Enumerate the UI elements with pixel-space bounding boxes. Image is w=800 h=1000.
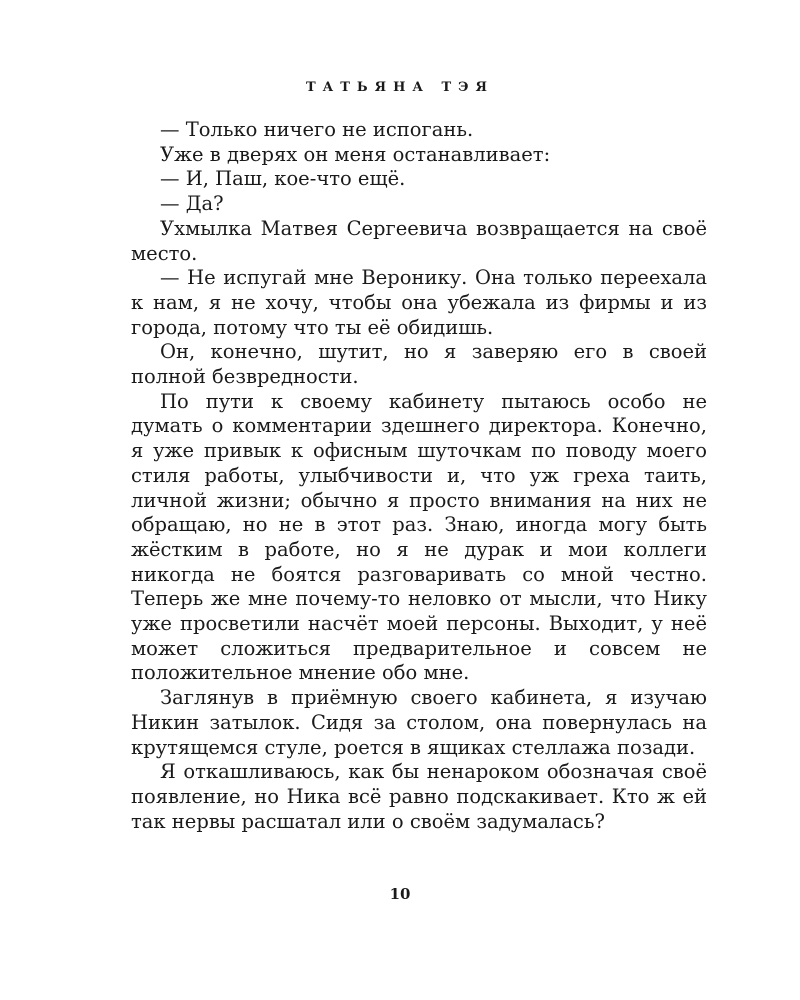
paragraph: — И, Паш, кое-что ещё. <box>160 167 406 191</box>
paragraph: Он, конечно, шутит, но я заверяю его в своей полной безвредности. <box>131 340 707 389</box>
paragraph: — Не испугай мне Веронику. Она только переехала к нам, я не хочу, чтобы она убежала из фирмы и из города, потому что ты её обидишь. <box>131 266 707 339</box>
paragraph: Заглянув в приёмную своего кабинета, я изучаю Никин затылок. Сидя за столом, она повернулась на крутящемся стуле, роется в ящиках стеллажа позади. <box>131 686 707 759</box>
body-text <box>131 118 707 834</box>
paragraph: По пути к своему кабинету пытаюсь особо не думать о комментарии здешнего директора. Конечно, я уже привык к офисным шуточкам по поводу моего стиля работы, улыбчивости и, что уж греха таить, личной жизни; обычно я просто внимания на них не обращаю, но не в этот раз. Знаю, иногда могу быть жёстким в работе, но я не дурак и мои коллеги никогда не боятся разговаривать со мной честно. Теперь же мне почему-то неловко от мысли, что Нику уже просветили насчёт моей персоны. Выходит, у неё может сложиться предварительное и совсем не положительное мнение обо мне. <box>131 389 707 685</box>
page-number: 10 <box>389 885 411 903</box>
paragraph: Я откашливаюсь, как бы ненароком обозначая своё появление, но Ника всё равно подскакивает. Кто ж ей так нервы расшатал или о своём задумалась? <box>131 760 707 833</box>
paragraph: — Только ничего не испогань. <box>160 118 474 141</box>
paragraph: Ухмылка Матвея Сергеевича возвращается на своё место. <box>131 216 707 265</box>
paragraph: Уже в дверях он меня останавливает: <box>160 142 551 166</box>
running-head-author: ТАТЬЯНА ТЭЯ <box>305 80 494 95</box>
paragraph: — Да? <box>160 192 224 216</box>
